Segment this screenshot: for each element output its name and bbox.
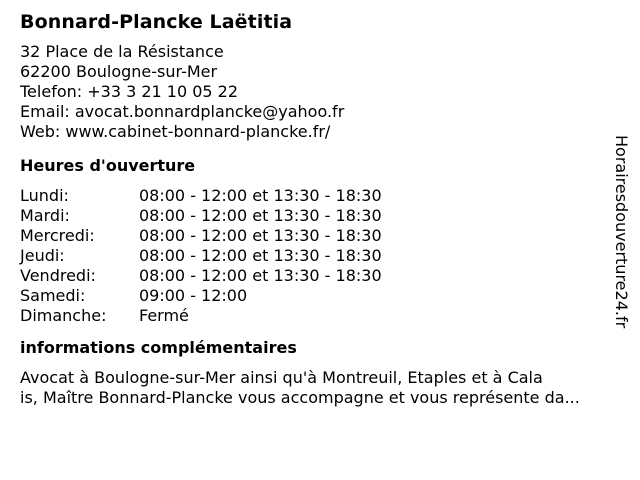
phone-line: Telefon: +33 3 21 10 05 22 <box>20 82 239 101</box>
time-value: 08:00 - 12:00 et 13:30 - 18:30 <box>139 246 382 265</box>
time-value: 08:00 - 12:00 et 13:30 - 18:30 <box>139 186 382 205</box>
email-line: Email: avocat.bonnardplancke@yahoo.fr <box>20 102 345 121</box>
hours-row-mardi <box>20 206 620 226</box>
info-line-2: is, Maître Bonnard-Plancke vous accompagne et vous représente da... <box>20 388 580 407</box>
hours-row-vendredi <box>20 266 620 286</box>
time-value: 08:00 - 12:00 et 13:30 - 18:30 <box>139 206 382 225</box>
site-watermark: Horairesdouverture24.fr <box>612 135 631 329</box>
hours-row-lundi <box>20 186 620 206</box>
info-description <box>20 368 630 408</box>
day-label: Dimanche: <box>20 306 107 325</box>
time-value: Fermé <box>139 306 189 325</box>
hours-row-jeudi <box>20 246 620 266</box>
address-line-2: 62200 Boulogne-sur-Mer <box>20 62 218 81</box>
address-line-1: 32 Place de la Résistance <box>20 42 224 61</box>
hours-row-dimanche <box>20 306 620 326</box>
day-label: Samedi: <box>20 286 86 305</box>
web-line: Web: www.cabinet-bonnard-plancke.fr/ <box>20 122 331 141</box>
day-label: Jeudi: <box>20 246 65 265</box>
day-label: Mercredi: <box>20 226 95 245</box>
day-label: Mardi: <box>20 206 70 225</box>
time-value: 08:00 - 12:00 et 13:30 - 18:30 <box>139 266 382 285</box>
hours-row-mercredi <box>20 226 620 246</box>
hours-heading: Heures d'ouverture <box>20 156 196 175</box>
info-line-1: Avocat à Boulogne-sur-Mer ainsi qu'à Montreuil, Etaples et à Cala <box>20 368 543 387</box>
business-name: Bonnard-Plancke Laëtitia <box>20 11 293 33</box>
business-card <box>20 10 620 408</box>
hours-table <box>20 186 620 326</box>
day-label: Vendredi: <box>20 266 96 285</box>
info-heading: informations complémentaires <box>20 338 297 357</box>
day-label: Lundi: <box>20 186 69 205</box>
time-value: 08:00 - 12:00 et 13:30 - 18:30 <box>139 226 382 245</box>
time-value: 09:00 - 12:00 <box>139 286 248 305</box>
hours-row-samedi <box>20 286 620 306</box>
contact-block <box>20 42 620 142</box>
